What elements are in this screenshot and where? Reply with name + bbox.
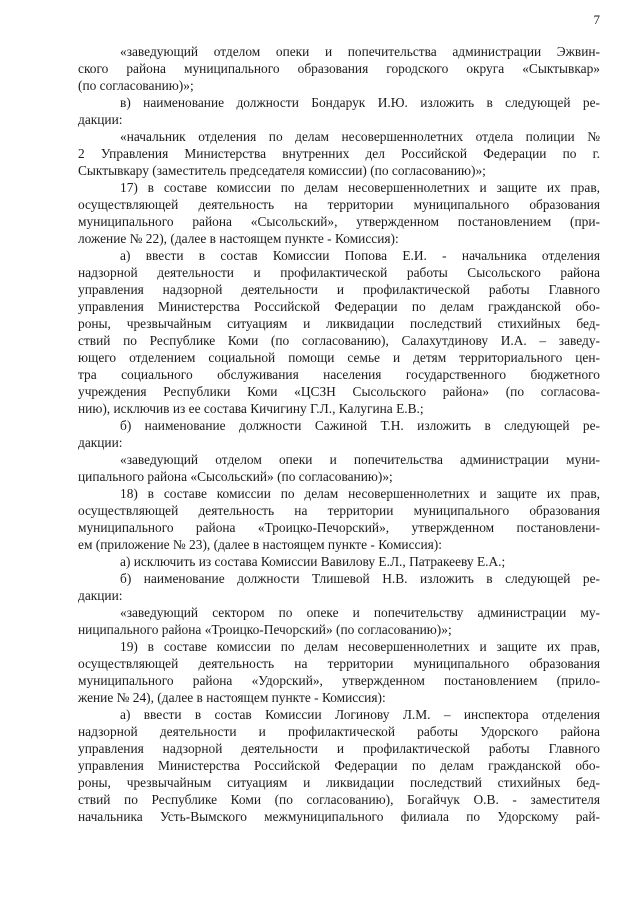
text-line: 17) в составе комиссии по делам несовершеннолетних и защите их прав, (120, 180, 600, 195)
text-line: муниципального района «Троицко-Печорский», утвержденном постановлени- (78, 520, 600, 535)
text-line: ем (приложение № 23), (далее в настоящем пункте - Комиссия): (78, 537, 442, 552)
text-line: ствий по Республике Коми (по согласованию), Богайчук О.В. - заместителя (78, 792, 600, 807)
text-line: а) ввести в состав Комиссии Логинову Л.М. – инспектора отделения (120, 707, 600, 722)
text-line: 2 Управления Министерства внутренних дел Российской Федерации по г. (78, 146, 600, 161)
text-line: (по согласованию)»; (78, 78, 194, 93)
text-line: ложение № 22), (далее в настоящем пункте - Комиссия): (78, 231, 399, 246)
text-line: Сыктывкару (заместитель председателя комиссии) (по согласованию)»; (78, 163, 486, 178)
text-line: муниципального района «Удорский», утвержденном постановлением (прило- (78, 673, 600, 688)
text-line: «заведующий отделом опеки и попечительства администрации муни- (120, 452, 600, 467)
text-line: ского района муниципального образования городского округа «Сыктывкар» (78, 61, 600, 76)
text-line: 19) в составе комиссии по делам несовершеннолетних и защите их прав, (120, 639, 600, 654)
text-line: ципального района «Сысольский» (по согласованию)»; (78, 469, 393, 484)
text-line: управления надзорной деятельности и профилактической работы Главного (78, 741, 600, 756)
text-line: а) исключить из состава Комиссии Вавилову Е.Л., Патракееву Е.А.; (120, 554, 506, 569)
text-line: ниципального района «Троицко-Печорский» (по согласованию)»; (78, 622, 452, 637)
text-line: в) наименование должности Бондарук И.Ю. изложить в следующей ре- (120, 95, 600, 110)
text-line: 18) в составе комиссии по делам несовершеннолетних и защите их прав, (120, 486, 600, 501)
text-line: жение № 24), (далее в настоящем пункте - Комиссия): (78, 690, 386, 705)
text-line: осуществляющей деятельность на территории муниципального образования (78, 656, 600, 671)
text-line: роны, чрезвычайным ситуациям и ликвидации последствий стихийных бед- (78, 775, 600, 790)
text-line: «заведующий отделом опеки и попечительства администрации Эжвин- (120, 44, 600, 59)
text-line: управления надзорной деятельности и профилактической работы Главного (78, 282, 600, 297)
text-line: дакции: (78, 112, 123, 127)
text-line: а) ввести в состав Комиссии Попова Е.И. - начальника отделения (120, 248, 600, 263)
document-body (78, 43, 600, 825)
text-line: «начальник отделения по делам несовершеннолетних отдела полиции № (120, 129, 600, 144)
text-line: дакции: (78, 588, 123, 603)
text-line: надзорной деятельности и профилактической работы Удорского района (78, 724, 600, 739)
text-line: б) наименование должности Тлишевой Н.В. изложить в следующей ре- (120, 571, 600, 586)
text-line: дакции: (78, 435, 123, 450)
text-line: роны, чрезвычайным ситуациям и ликвидации последствий стихийных бед- (78, 316, 600, 331)
text-line: управления Министерства Российской Федерации по делам гражданской обо- (78, 299, 600, 314)
page-number: 7 (593, 12, 600, 27)
text-line: надзорной деятельности и профилактической работы Сысольского района (78, 265, 600, 280)
text-line: нию), исключив из ее состава Кичигину Г.Л., Калугина Е.В.; (78, 401, 424, 416)
text-line: б) наименование должности Сажиной Т.Н. изложить в следующей ре- (120, 418, 600, 433)
text-line: осуществляющей деятельность на территории муниципального образования (78, 503, 600, 518)
text-line: учреждения Республики Коми «ЦСЗН Сысольского района» (по согласова- (78, 384, 600, 399)
text-line: начальника Усть-Вымского межмуниципального филиала по Удорскому рай- (78, 809, 600, 824)
text-line: ствий по Республике Коми (по согласованию), Салахутдинову И.А. – заведу- (78, 333, 600, 348)
text-line: осуществляющей деятельность на территории муниципального образования (78, 197, 600, 212)
text-line: «заведующий сектором по опеке и попечительству администрации му- (120, 605, 600, 620)
text-line: тра социального обслуживания населения государственного бюджетного (78, 367, 600, 382)
text-line: ющего отделением социальной помощи семье и детям территориального цен- (78, 350, 600, 365)
text-line: муниципального района «Сысольский», утвержденном постановлением (при- (78, 214, 600, 229)
text-line: управления Министерства Российской Федерации по делам гражданской обо- (78, 758, 600, 773)
